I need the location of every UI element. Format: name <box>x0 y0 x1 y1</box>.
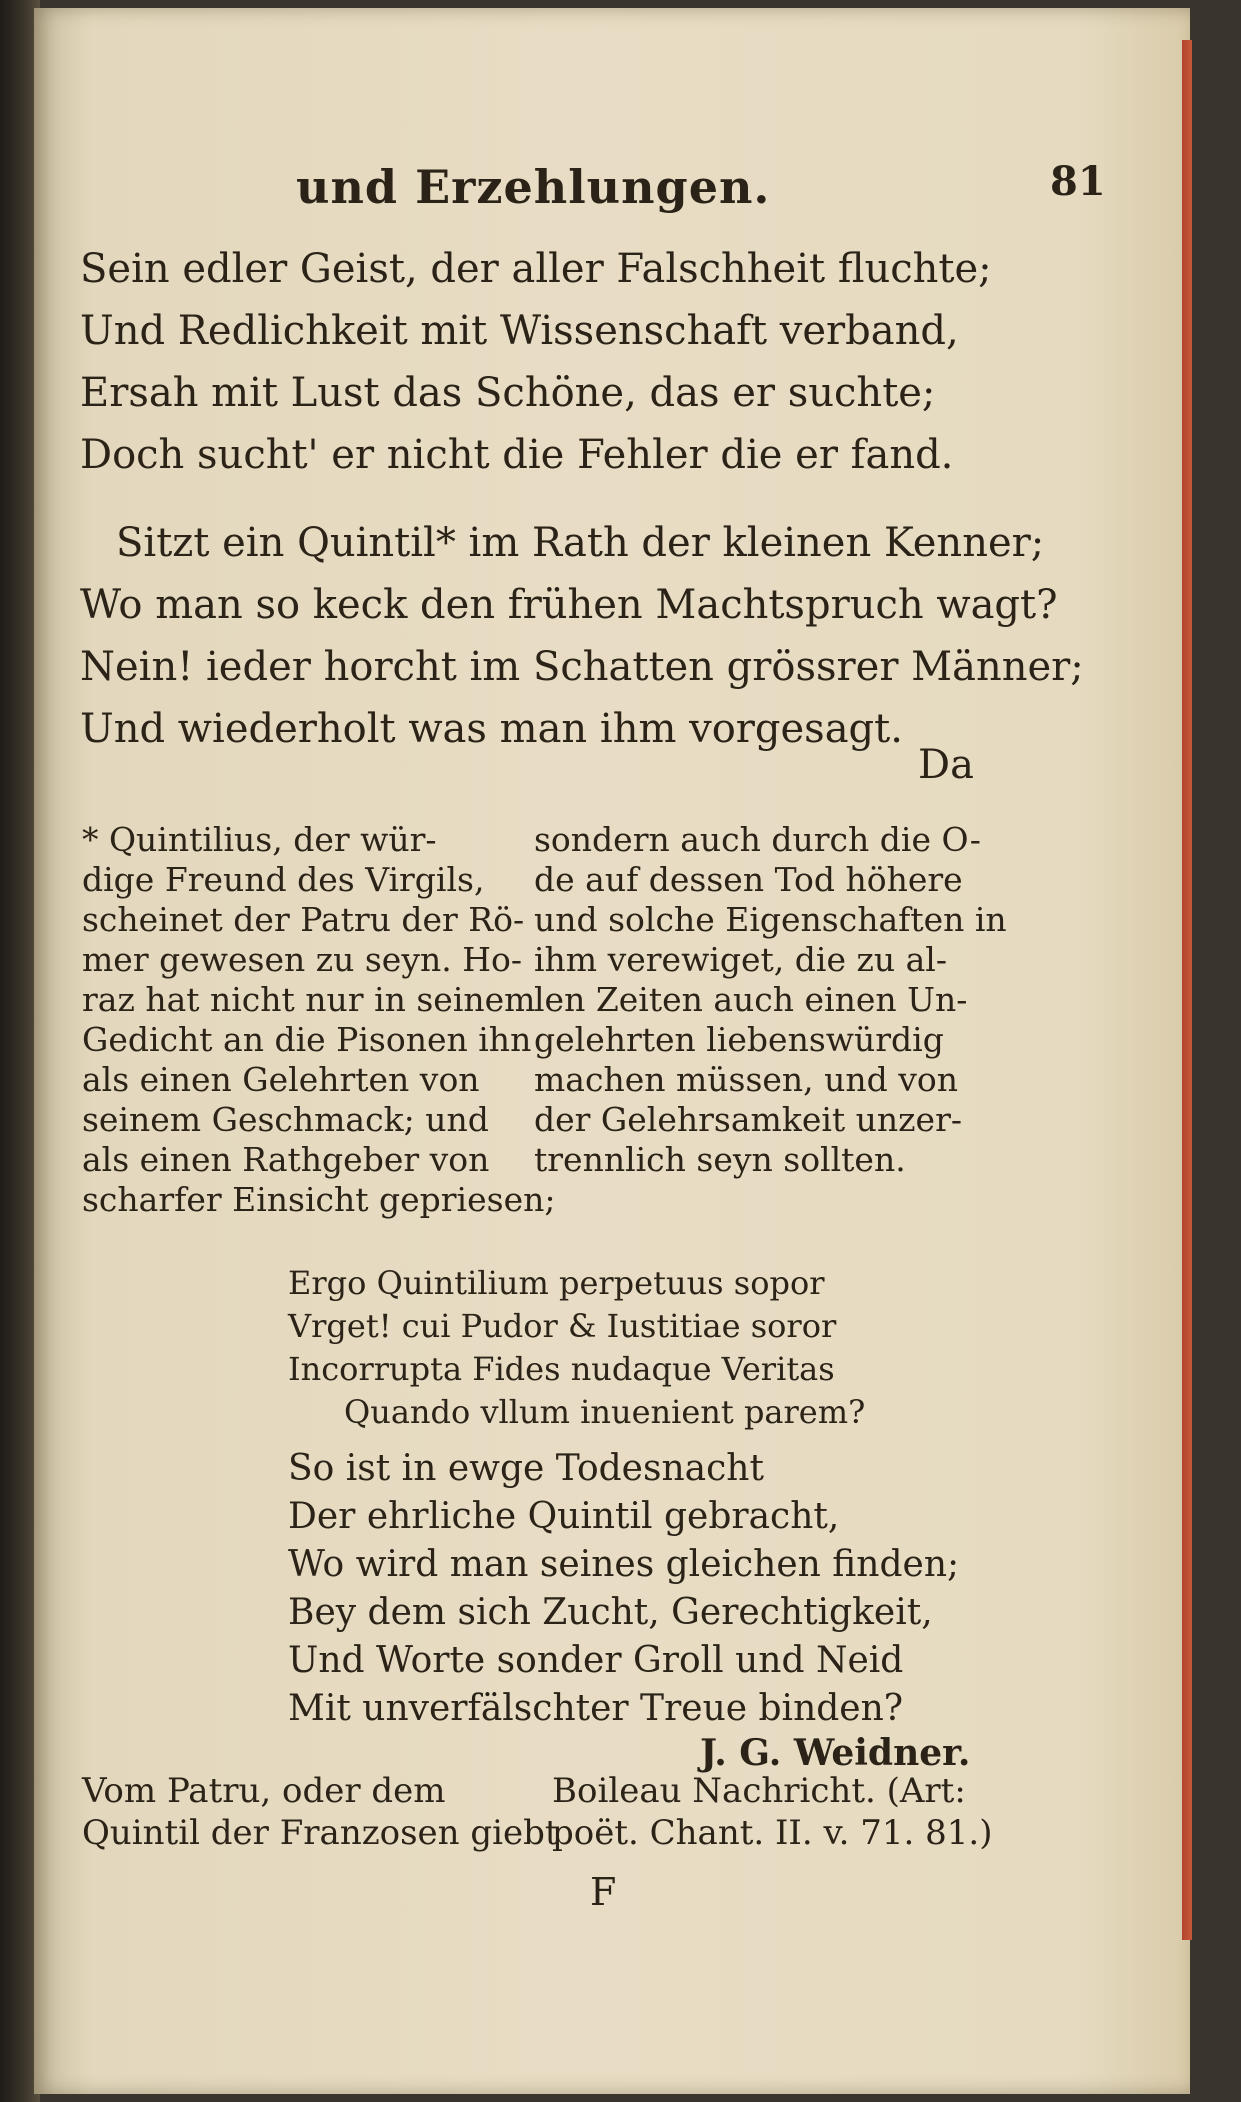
verse-line: Mit unverfälschter Treue binden? <box>288 1688 904 1729</box>
footnote-line: raz hat nicht nur in seinem <box>82 980 536 1019</box>
verse-line: So ist in ewge Todesnacht <box>288 1448 764 1489</box>
closing-verse <box>288 1445 959 1733</box>
footnote-right-column <box>534 820 1007 1180</box>
footnote-line: trennlich seyn sollten. <box>534 1140 906 1179</box>
verse-line: Bey dem sich Zucht, Gerechtigkeit, <box>288 1592 933 1633</box>
footnote-line: Gedicht an die Pisonen ihn <box>82 1020 532 1059</box>
footnote-line: gelehrten liebenswürdig <box>534 1020 944 1059</box>
verse-line: Und Redlichkeit mit Wissenschaft verband, <box>80 308 959 354</box>
note-line: Vom Patru, oder dem <box>82 1771 446 1811</box>
footnote-line: als einen Gelehrten von <box>82 1060 480 1099</box>
page-number: 81 <box>1050 158 1106 205</box>
footnote-line: machen müssen, und von <box>534 1060 959 1099</box>
running-header: und Erzehlungen. <box>296 160 771 214</box>
note-line: Boileau Nachricht. (Art: <box>552 1771 966 1811</box>
verse-line: Sein edler Geist, der aller Falschheit fluchte; <box>80 246 992 292</box>
footnote-line: seinem Geschmack; und <box>82 1100 489 1139</box>
verse-line: Und wiederholt was man ihm vorgesagt. <box>80 706 903 752</box>
footnote-line: der Gelehrsamkeit unzer- <box>534 1100 963 1139</box>
latin-line: Ergo Quintilium perpetuus sopor <box>288 1264 825 1302</box>
footnote-line: und solche Eigenschaften in <box>534 900 1007 939</box>
verse-line: Nein! ieder horcht im Schatten grössrer Männer; <box>80 644 1084 690</box>
footnote-line: scheinet der Patru der Rö- <box>82 900 525 939</box>
signature-mark: F <box>590 1870 617 1914</box>
verse-line: Ersah mit Lust das Schöne, das er suchte; <box>80 370 936 416</box>
footnote-line: de auf dessen Tod höhere <box>534 860 963 899</box>
latin-line: Quando vllum inuenient parem? <box>344 1393 866 1431</box>
footnote-line: dige Freund des Virgils, <box>82 860 485 899</box>
verse-line: Wo wird man seines gleichen finden; <box>288 1544 960 1585</box>
latin-quote <box>288 1262 865 1434</box>
footnote-line: len Zeiten auch einen Un- <box>534 980 968 1019</box>
author-signature: J. G. Weidner. <box>700 1732 971 1774</box>
note-line: poët. Chant. II. v. 71. 81.) <box>552 1813 993 1853</box>
stanza-1 <box>80 238 992 486</box>
bottom-note-left <box>82 1770 559 1854</box>
footnote-line: mer gewesen zu seyn. Ho- <box>82 940 522 979</box>
latin-line: Incorrupta Fides nudaque Veritas <box>288 1350 835 1388</box>
verse-line: Doch sucht' er nicht die Fehler die er fand. <box>80 432 954 478</box>
verse-line: Wo man so keck den frühen Machtspruch wagt? <box>80 582 1058 628</box>
note-line: Quintil der Franzosen giebt <box>82 1813 559 1853</box>
verse-line: Sitzt ein Quintil* im Rath der kleinen Kenner; <box>116 520 1045 566</box>
stanza-2 <box>80 512 1084 760</box>
footnote-line: als einen Rathgeber von <box>82 1140 490 1179</box>
footnote-line: ihm verewiget, die zu al- <box>534 940 947 979</box>
catchword: Da <box>918 742 974 788</box>
footnote-left-column <box>82 820 555 1220</box>
bottom-note-right <box>552 1770 992 1854</box>
verse-line: Und Worte sonder Groll und Neid <box>288 1640 904 1681</box>
footnote-line: sondern auch durch die O- <box>534 820 981 859</box>
footnote-line: scharfer Einsicht gepriesen; <box>82 1180 556 1219</box>
footnote-line: * Quintilius, der wür- <box>82 820 437 859</box>
verse-line: Der ehrliche Quintil gebracht, <box>288 1496 840 1537</box>
latin-line: Vrget! cui Pudor & Iustitiae soror <box>288 1307 837 1345</box>
page-edge-red <box>1182 40 1192 1940</box>
